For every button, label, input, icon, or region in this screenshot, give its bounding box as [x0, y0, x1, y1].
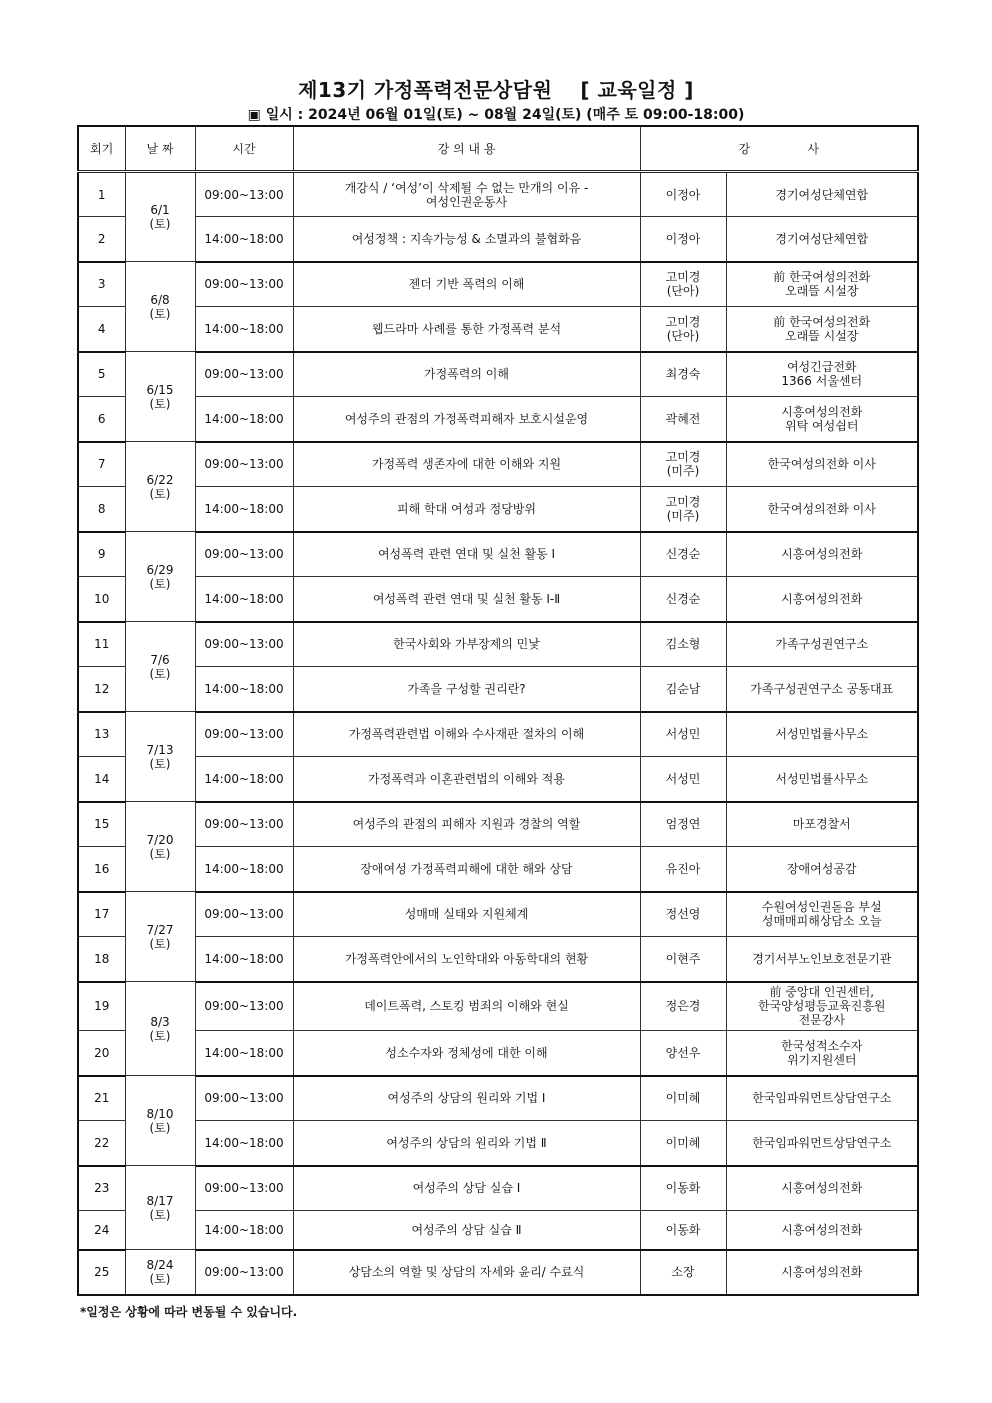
session-number: 16 — [78, 847, 125, 892]
table-row — [78, 757, 918, 802]
day-of-week: (토) — [149, 306, 171, 321]
instructor-name — [640, 622, 726, 667]
session-time: 14:00~18:00 — [195, 397, 293, 442]
instructor-name-line: 이현주 — [665, 951, 701, 966]
instructor-name-line: 김소형 — [665, 637, 701, 652]
session-date — [125, 892, 195, 982]
session-date — [125, 982, 195, 1076]
header-session: 회기 — [78, 126, 125, 172]
lecture-content-line: 여성주의 관점의 피해자 지원과 경찰의 역할 — [352, 817, 581, 832]
instructor-affiliation — [726, 532, 918, 577]
day-of-week: (토) — [149, 1271, 171, 1286]
date-value: 6/22 — [146, 472, 174, 487]
instructor-affiliation-line: 위탁 여성쉼터 — [785, 418, 859, 433]
instructor-affiliation-line: 한국임파워먼트상담연구소 — [752, 1135, 892, 1150]
instructor-name-line: 서성민 — [665, 727, 701, 742]
session-time: 14:00~18:00 — [195, 667, 293, 712]
instructor-affiliation — [726, 1076, 918, 1121]
instructor-affiliation-line: 오래뜰 시설장 — [785, 328, 859, 343]
lecture-content — [293, 757, 640, 802]
lecture-content — [293, 802, 640, 847]
instructor-affiliation — [726, 712, 918, 757]
session-number: 20 — [78, 1031, 125, 1076]
lecture-content — [293, 982, 640, 1031]
instructor-name — [640, 937, 726, 982]
table-row — [78, 667, 918, 712]
table-row — [78, 847, 918, 892]
instructor-name — [640, 307, 726, 352]
session-time: 14:00~18:00 — [195, 487, 293, 532]
date-value: 8/17 — [146, 1193, 174, 1208]
lecture-content-line: 성소수자와 정체성에 대한 이해 — [385, 1045, 548, 1060]
lecture-content-line: 개강식 / ‘여성’이 삭제될 수 없는 만개의 이유 - — [344, 180, 589, 195]
instructor-affiliation-line: 경기서부노인보호전문기관 — [752, 951, 892, 966]
date-value: 7/13 — [146, 742, 174, 757]
instructor-affiliation-line: 시흥여성의전화 — [781, 547, 863, 562]
session-number: 6 — [78, 397, 125, 442]
lecture-content — [293, 172, 640, 217]
document-title — [0, 74, 992, 103]
instructor-affiliation-line: 전문강사 — [798, 1013, 845, 1028]
date-value: 7/20 — [146, 832, 174, 847]
date-value: 8/24 — [146, 1257, 174, 1272]
table-row — [78, 577, 918, 622]
session-time: 09:00~13:00 — [195, 262, 293, 307]
instructor-name — [640, 442, 726, 487]
table-row — [78, 937, 918, 982]
session-number: 22 — [78, 1121, 125, 1166]
instructor-affiliation-line: 위기지원센터 — [786, 1052, 857, 1067]
lecture-content — [293, 892, 640, 937]
session-number: 19 — [78, 982, 125, 1031]
instructor-name-line: (단아) — [666, 328, 700, 343]
session-time: 09:00~13:00 — [195, 352, 293, 397]
instructor-name-line: 곽혜전 — [665, 411, 701, 426]
instructor-affiliation-line: 한국임파워먼트상담연구소 — [752, 1091, 892, 1106]
table-row — [78, 1031, 918, 1076]
lecture-content-line: 웹드라마 사례를 통한 가정폭력 분석 — [371, 321, 562, 336]
session-time: 14:00~18:00 — [195, 1211, 293, 1250]
instructor-name-line: 이미혜 — [665, 1135, 701, 1150]
table-row — [78, 892, 918, 937]
instructor-name — [640, 1250, 726, 1295]
table-row — [78, 262, 918, 307]
session-time: 14:00~18:00 — [195, 577, 293, 622]
session-number: 4 — [78, 307, 125, 352]
day-of-week: (토) — [149, 1028, 171, 1043]
header-time: 시간 — [195, 126, 293, 172]
instructor-affiliation — [726, 262, 918, 307]
instructor-name — [640, 802, 726, 847]
lecture-content — [293, 712, 640, 757]
session-number: 25 — [78, 1250, 125, 1295]
day-of-week: (토) — [149, 396, 171, 411]
instructor-affiliation-line: 시흥여성의전화 — [781, 591, 863, 606]
table-row — [78, 532, 918, 577]
instructor-name-line: 이동화 — [665, 1181, 701, 1196]
instructor-affiliation-line: 前 중앙대 인권센터, — [769, 985, 875, 1000]
lecture-content — [293, 667, 640, 712]
date-value: 6/15 — [146, 382, 174, 397]
instructor-name — [640, 667, 726, 712]
instructor-name-line: 정선영 — [665, 907, 701, 922]
instructor-name-line: 고미경 — [665, 270, 701, 285]
instructor-affiliation-line: 1366 서울센터 — [781, 374, 863, 389]
day-of-week: (토) — [149, 756, 171, 771]
instructor-affiliation — [726, 577, 918, 622]
session-time: 14:00~18:00 — [195, 307, 293, 352]
title-main: 제13기 가정폭력전문상담원 — [298, 78, 553, 102]
session-time: 09:00~13:00 — [195, 1250, 293, 1295]
instructor-affiliation — [726, 397, 918, 442]
lecture-content-line: 여성주의 상담 실습 Ⅱ — [411, 1222, 522, 1237]
instructor-name-line: 이정아 — [665, 187, 701, 202]
table-row — [78, 1076, 918, 1121]
session-number: 7 — [78, 442, 125, 487]
instructor-affiliation — [726, 487, 918, 532]
session-time: 09:00~13:00 — [195, 172, 293, 217]
instructor-affiliation — [726, 217, 918, 262]
instructor-affiliation-line: 시흥여성의전화 — [781, 1222, 863, 1237]
session-date — [125, 802, 195, 892]
session-date — [125, 262, 195, 352]
instructor-affiliation-line: 경기여성단체연합 — [775, 231, 869, 246]
session-time: 09:00~13:00 — [195, 712, 293, 757]
instructor-affiliation — [726, 847, 918, 892]
lecture-content — [293, 847, 640, 892]
session-number: 15 — [78, 802, 125, 847]
session-time: 09:00~13:00 — [195, 1166, 293, 1211]
instructor-name — [640, 352, 726, 397]
lecture-content — [293, 532, 640, 577]
instructor-affiliation-line: 前 한국여성의전화 — [773, 314, 871, 329]
instructor-name-line: 양선우 — [665, 1045, 701, 1060]
table-row — [78, 442, 918, 487]
instructor-name-line: 엄정연 — [665, 817, 701, 832]
lecture-content-line: 가정폭력관련법 이해와 수사재판 절차의 이해 — [348, 727, 585, 742]
session-number: 21 — [78, 1076, 125, 1121]
instructor-name — [640, 262, 726, 307]
session-time: 14:00~18:00 — [195, 757, 293, 802]
instructor-name-line: 고미경 — [665, 494, 701, 509]
lecture-content — [293, 307, 640, 352]
date-value: 6/8 — [150, 292, 170, 307]
instructor-name-line: 이미혜 — [665, 1091, 701, 1106]
schedule-table-body — [78, 172, 918, 1295]
session-date — [125, 172, 195, 262]
instructor-affiliation — [726, 892, 918, 937]
lecture-content — [293, 1076, 640, 1121]
date-value: 7/6 — [150, 652, 170, 667]
table-row — [78, 307, 918, 352]
schedule-note: *일정은 상황에 따라 변동될 수 있습니다. — [80, 1305, 298, 1319]
session-number: 14 — [78, 757, 125, 802]
instructor-affiliation-line: 가족구성권연구소 — [775, 637, 869, 652]
instructor-affiliation-line: 장애여성공감 — [786, 861, 857, 876]
session-time: 14:00~18:00 — [195, 1031, 293, 1076]
lecture-content-line: 젠더 기반 폭력의 이해 — [408, 277, 525, 292]
instructor-name-line: (단아) — [666, 284, 700, 299]
session-time: 09:00~13:00 — [195, 622, 293, 667]
instructor-affiliation — [726, 622, 918, 667]
instructor-affiliation — [726, 667, 918, 712]
instructor-name-line: (미주) — [666, 508, 700, 523]
instructor-affiliation-line: 경기여성단체연합 — [775, 187, 869, 202]
instructor-name-line: 신경순 — [665, 547, 701, 562]
day-of-week: (토) — [149, 486, 171, 501]
lecture-content-line: 여성인권운동사 — [425, 194, 508, 209]
day-of-week: (토) — [149, 1120, 171, 1135]
session-date — [125, 1166, 195, 1250]
table-row — [78, 1211, 918, 1250]
lecture-content-line: 가정폭력과 이혼관련법의 이해와 적용 — [368, 771, 565, 786]
instructor-name-line: 신경순 — [665, 591, 701, 606]
schedule-table — [77, 125, 919, 1296]
instructor-affiliation-line: 서성민법률사무소 — [775, 771, 869, 786]
day-of-week: (토) — [149, 576, 171, 591]
lecture-content-line: 한국사회와 가부장제의 민낯 — [393, 637, 540, 652]
instructor-affiliation — [726, 982, 918, 1031]
instructor-name — [640, 757, 726, 802]
instructor-affiliation — [726, 172, 918, 217]
session-date — [125, 352, 195, 442]
lecture-content — [293, 1121, 640, 1166]
instructor-name — [640, 982, 726, 1031]
lecture-content — [293, 397, 640, 442]
session-date — [125, 1250, 195, 1295]
session-date — [125, 532, 195, 622]
lecture-content-line: 가족을 구성할 권리란? — [407, 681, 526, 696]
session-number: 9 — [78, 532, 125, 577]
instructor-name — [640, 532, 726, 577]
instructor-affiliation-line: 시흥여성의전화 — [781, 1265, 863, 1279]
schedule-table-header — [78, 126, 918, 172]
session-number: 1 — [78, 172, 125, 217]
day-of-week: (토) — [149, 936, 171, 951]
instructor-affiliation — [726, 1166, 918, 1211]
session-number: 23 — [78, 1166, 125, 1211]
instructor-affiliation-line: 시흥여성의전화 — [781, 1181, 863, 1196]
instructor-name-line: (미주) — [666, 464, 700, 479]
lecture-content — [293, 622, 640, 667]
lecture-content — [293, 217, 640, 262]
instructor-name — [640, 1076, 726, 1121]
lecture-content — [293, 262, 640, 307]
session-date — [125, 622, 195, 712]
instructor-affiliation — [726, 1121, 918, 1166]
instructor-affiliation-line: 한국양성평등교육진흥원 — [757, 999, 886, 1014]
header-date: 날 짜 — [125, 126, 195, 172]
lecture-content — [293, 1250, 640, 1295]
instructor-name-line: 서성민 — [665, 771, 701, 786]
session-time: 09:00~13:00 — [195, 982, 293, 1031]
lecture-content-line: 여성폭력 관련 연대 및 실천 활동 Ⅰ — [377, 547, 556, 562]
session-number: 13 — [78, 712, 125, 757]
table-row — [78, 352, 918, 397]
instructor-affiliation — [726, 1211, 918, 1250]
lecture-content-line: 데이트폭력, 스토킹 범죄의 이해와 현실 — [364, 999, 569, 1014]
instructor-name — [640, 892, 726, 937]
instructor-name-line: 이동화 — [665, 1222, 701, 1237]
instructor-affiliation-line: 시흥여성의전화 — [781, 404, 863, 419]
instructor-name — [640, 217, 726, 262]
instructor-affiliation-line: 성매매피해상담소 오늘 — [761, 914, 882, 929]
session-number: 12 — [78, 667, 125, 712]
session-number: 24 — [78, 1211, 125, 1250]
instructor-affiliation — [726, 352, 918, 397]
instructor-name-line: 고미경 — [665, 450, 701, 465]
session-number: 10 — [78, 577, 125, 622]
date-value: 7/27 — [146, 922, 174, 937]
table-row — [78, 397, 918, 442]
lecture-content-line: 피해 학대 여성과 정당방위 — [397, 501, 536, 516]
instructor-name — [640, 1121, 726, 1166]
session-date — [125, 712, 195, 802]
lecture-content — [293, 1031, 640, 1076]
instructor-name — [640, 847, 726, 892]
table-row — [78, 172, 918, 217]
lecture-content-line: 가정폭력 생존자에 대한 이해와 지원 — [371, 457, 562, 472]
date-value: 8/3 — [150, 1014, 170, 1029]
lecture-content — [293, 487, 640, 532]
instructor-affiliation-line: 오래뜰 시설장 — [785, 284, 859, 299]
instructor-affiliation — [726, 757, 918, 802]
date-value: 6/1 — [150, 203, 170, 217]
session-number: 2 — [78, 217, 125, 262]
table-row — [78, 1250, 918, 1295]
session-date — [125, 1076, 195, 1166]
lecture-content-line: 상담소의 역할 및 상담의 자세와 윤리/ 수료식 — [348, 1265, 585, 1279]
instructor-affiliation — [726, 802, 918, 847]
table-row — [78, 982, 918, 1031]
instructor-affiliation-line: 수원여성인권돋음 부설 — [761, 900, 882, 915]
instructor-name — [640, 1166, 726, 1211]
instructor-affiliation-line: 한국성적소수자 — [781, 1038, 863, 1053]
session-time: 09:00~13:00 — [195, 442, 293, 487]
instructor-affiliation — [726, 1250, 918, 1295]
instructor-name-line: 고미경 — [665, 314, 701, 329]
instructor-affiliation-line: 마포경찰서 — [792, 817, 851, 832]
session-time: 14:00~18:00 — [195, 1121, 293, 1166]
table-row — [78, 802, 918, 847]
table-row — [78, 1121, 918, 1166]
table-row — [78, 217, 918, 262]
instructor-name — [640, 1211, 726, 1250]
instructor-affiliation — [726, 442, 918, 487]
session-time: 14:00~18:00 — [195, 217, 293, 262]
session-number: 5 — [78, 352, 125, 397]
instructor-name-line: 김순남 — [665, 681, 701, 696]
schedule-period: ▣ 일시 : 2024년 06월 01일(토) ~ 08월 24일(토) (매주 토 09:00-18:00) — [247, 107, 745, 123]
title-bracket: [ 교육일정 ] — [580, 78, 694, 102]
day-of-week: (토) — [149, 1207, 171, 1222]
session-number: 17 — [78, 892, 125, 937]
lecture-content-line: 여성주의 상담의 원리와 기법 Ⅱ — [386, 1135, 547, 1150]
instructor-name — [640, 577, 726, 622]
instructor-affiliation — [726, 937, 918, 982]
instructor-affiliation-line: 한국여성의전화 이사 — [767, 457, 876, 472]
session-time: 09:00~13:00 — [195, 802, 293, 847]
header-instructor: 강 사 — [640, 126, 918, 172]
instructor-name-line: 최경숙 — [665, 367, 701, 382]
lecture-content-line: 여성주의 관점의 가정폭력피해자 보호시설운영 — [344, 411, 589, 426]
session-number: 3 — [78, 262, 125, 307]
instructor-affiliation-line: 한국여성의전화 이사 — [767, 501, 876, 516]
lecture-content-line: 여성주의 상담 실습 Ⅰ — [412, 1181, 521, 1196]
instructor-affiliation-line: 서성민법률사무소 — [775, 727, 869, 742]
instructor-affiliation-line: 前 한국여성의전화 — [773, 270, 871, 285]
instructor-name — [640, 397, 726, 442]
instructor-affiliation-line: 여성긴급전화 — [786, 360, 857, 375]
lecture-content-line: 여성폭력 관련 연대 및 실천 활동 Ⅰ-Ⅱ — [372, 591, 561, 606]
session-time: 09:00~13:00 — [195, 892, 293, 937]
table-row — [78, 622, 918, 667]
date-value: 8/10 — [146, 1106, 174, 1121]
instructor-name — [640, 172, 726, 217]
lecture-content — [293, 442, 640, 487]
session-number: 11 — [78, 622, 125, 667]
day-of-week: (토) — [149, 846, 171, 861]
instructor-name-line: 이정아 — [665, 231, 701, 246]
lecture-content-line: 가정폭력안에서의 노인학대와 아동학대의 현황 — [344, 951, 589, 966]
instructor-name-line: 소장 — [671, 1265, 695, 1279]
lecture-content-line: 여성주의 상담의 원리와 기법 Ⅰ — [387, 1091, 546, 1106]
instructor-affiliation-line: 가족구성권연구소 공동대표 — [750, 681, 894, 696]
lecture-content-line: 가정폭력의 이해 — [424, 367, 509, 382]
table-row — [78, 487, 918, 532]
instructor-name-line: 유진아 — [665, 861, 701, 876]
lecture-content — [293, 937, 640, 982]
session-time: 09:00~13:00 — [195, 1076, 293, 1121]
instructor-name — [640, 712, 726, 757]
session-date — [125, 442, 195, 532]
instructor-name — [640, 487, 726, 532]
lecture-content — [293, 577, 640, 622]
lecture-content — [293, 1211, 640, 1250]
day-of-week: (토) — [149, 217, 171, 231]
session-number: 8 — [78, 487, 125, 532]
session-time: 14:00~18:00 — [195, 847, 293, 892]
header-content: 강 의 내 용 — [293, 126, 640, 172]
instructor-affiliation — [726, 307, 918, 352]
instructor-name — [640, 1031, 726, 1076]
instructor-name-line: 정은경 — [665, 999, 701, 1014]
session-time: 14:00~18:00 — [195, 937, 293, 982]
lecture-content — [293, 1166, 640, 1211]
table-row — [78, 712, 918, 757]
lecture-content — [293, 352, 640, 397]
session-time: 09:00~13:00 — [195, 532, 293, 577]
date-value: 6/29 — [146, 562, 174, 577]
table-row — [78, 1166, 918, 1211]
session-number: 18 — [78, 937, 125, 982]
lecture-content-line: 성매매 실태와 지원체계 — [404, 907, 529, 922]
lecture-content-line: 여성정책 : 지속가능성 & 소멸과의 불협화음 — [351, 231, 582, 246]
day-of-week: (토) — [149, 666, 171, 681]
lecture-content-line: 장애여성 가정폭력피해에 대한 해와 상담 — [360, 861, 573, 876]
instructor-affiliation — [726, 1031, 918, 1076]
